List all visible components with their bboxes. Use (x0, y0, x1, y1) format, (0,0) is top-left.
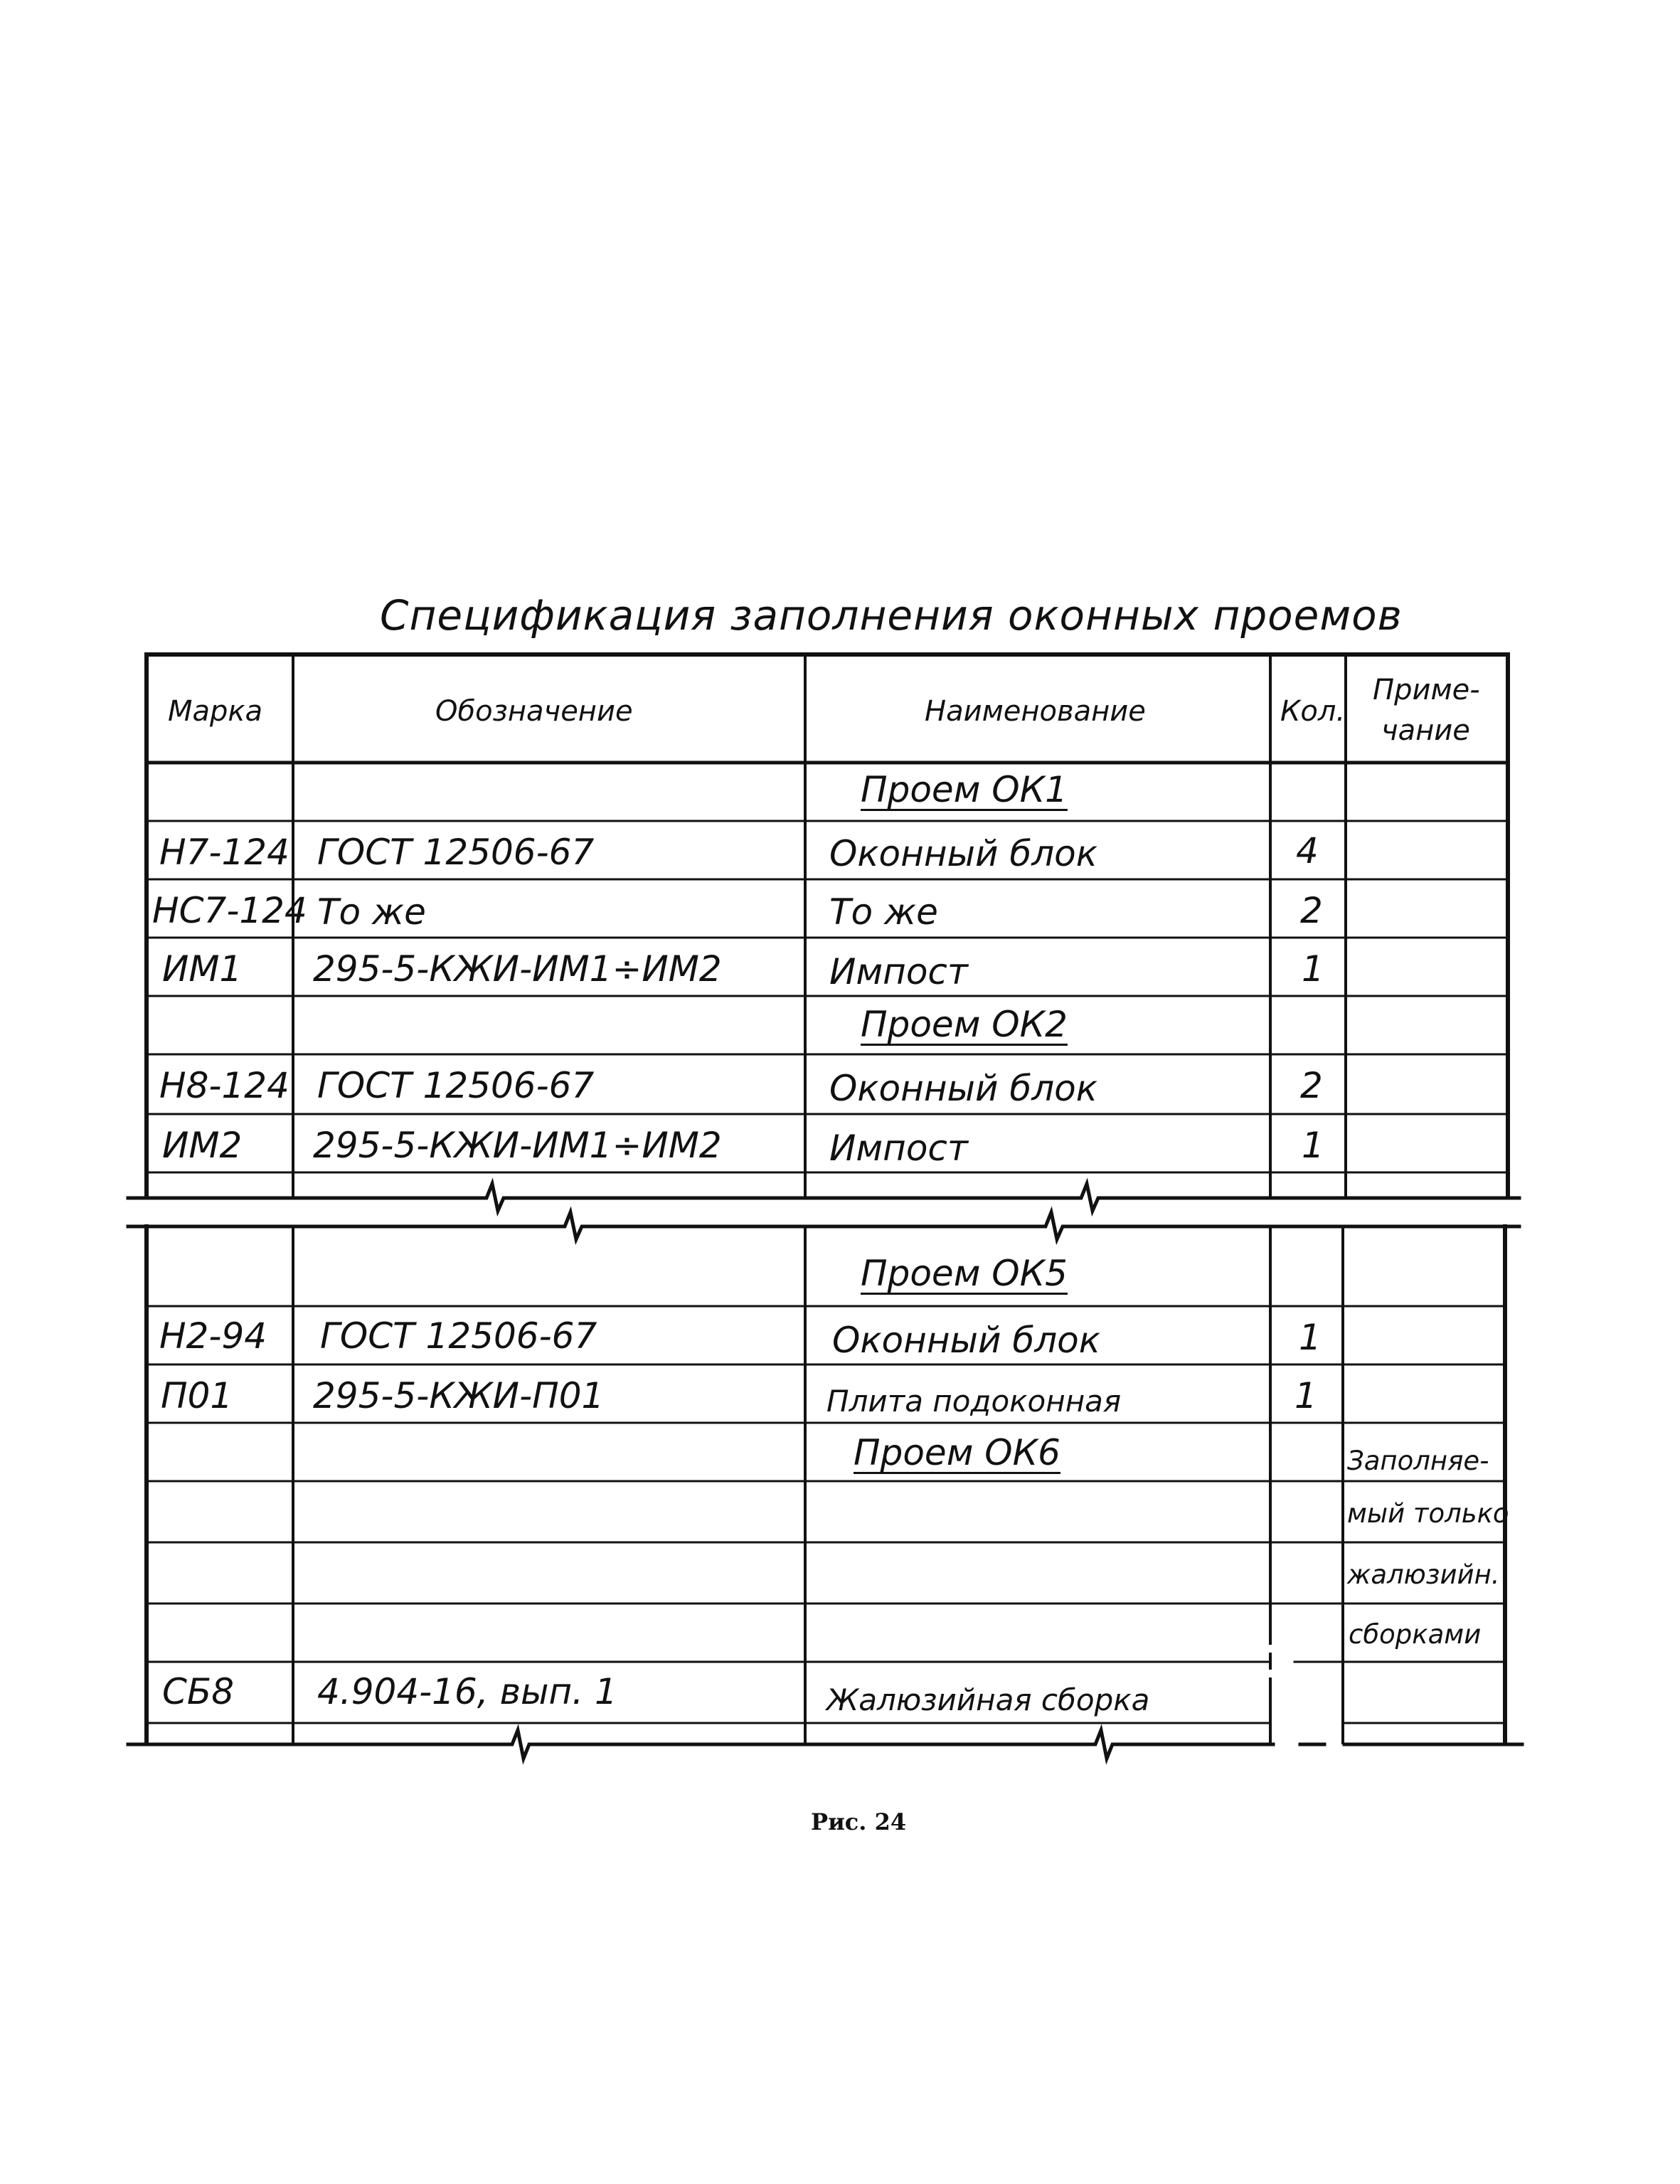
section-ok5: Проем ОК5 (861, 1253, 1068, 1294)
figure-caption: Рис. 24 (811, 1808, 907, 1835)
table-row-mark: Н7-124 (159, 832, 289, 873)
header-qty: Кол. (1280, 695, 1346, 728)
table-row-designation: То же (317, 891, 426, 933)
table-row-qty: 2 (1300, 890, 1323, 931)
table-row-designation: 295-5-КЖИ-ИМ1÷ИМ2 (313, 948, 722, 990)
table-row-name: То же (829, 891, 938, 933)
table-row-name: Жалюзийная сборка (826, 1682, 1150, 1717)
table-row-mark: НС7-124 (152, 890, 307, 931)
table-row-mark: ИМ2 (162, 1125, 243, 1166)
table-row-qty: 1 (1302, 1125, 1324, 1166)
table-row-qty: 2 (1300, 1065, 1323, 1106)
table-row-designation: ГОСТ 12506-67 (317, 1065, 595, 1106)
table-row-mark: Н8-124 (159, 1065, 289, 1106)
table-row-designation: 295-5-КЖИ-ИМ1÷ИМ2 (313, 1125, 722, 1166)
table-row-qty: 1 (1299, 1317, 1322, 1358)
header-note-line1: Приме- (1373, 674, 1480, 706)
section-ok1: Проем ОК1 (861, 769, 1068, 810)
table-row-mark: ИМ1 (162, 948, 243, 990)
table-row-name: Импост (829, 1128, 969, 1169)
table-row-name: Оконный блок (829, 1068, 1097, 1109)
table-row-note: жалюзийн. (1347, 1559, 1500, 1590)
table-title: Спецификация заполнения оконных проемов (380, 591, 1403, 640)
table-row-qty: 4 (1296, 830, 1319, 871)
table-row-name: Плита подоконная (826, 1384, 1122, 1419)
section-ok6: Проем ОК6 (854, 1432, 1060, 1473)
header-note-line2: чание (1381, 714, 1470, 747)
table-row-note: Заполняе- (1347, 1446, 1489, 1476)
table-row-name: Импост (829, 951, 969, 992)
table-row-designation: ГОСТ 12506-67 (317, 832, 595, 873)
header-name: Наименование (925, 695, 1146, 728)
table-row-note: сборками (1349, 1619, 1482, 1650)
header-designation: Обозначение (435, 695, 633, 728)
table-row-mark: П01 (161, 1375, 233, 1416)
section-ok2: Проем ОК2 (861, 1004, 1068, 1045)
table-row-name: Оконный блок (832, 1320, 1100, 1361)
table-row-name: Оконный блок (829, 833, 1097, 874)
table-row-qty: 1 (1302, 948, 1324, 990)
table-row-designation: 295-5-КЖИ-П01 (313, 1375, 605, 1416)
table-row-qty: 1 (1294, 1375, 1317, 1416)
header-mark: Марка (168, 695, 263, 728)
table-row-designation: 4.904-16, вып. 1 (317, 1671, 617, 1712)
table-row-mark: Н2-94 (159, 1315, 267, 1357)
table-row-mark: СБ8 (162, 1671, 235, 1712)
table-row-designation: ГОСТ 12506-67 (320, 1315, 597, 1357)
table-row-note: мый только (1347, 1498, 1509, 1529)
